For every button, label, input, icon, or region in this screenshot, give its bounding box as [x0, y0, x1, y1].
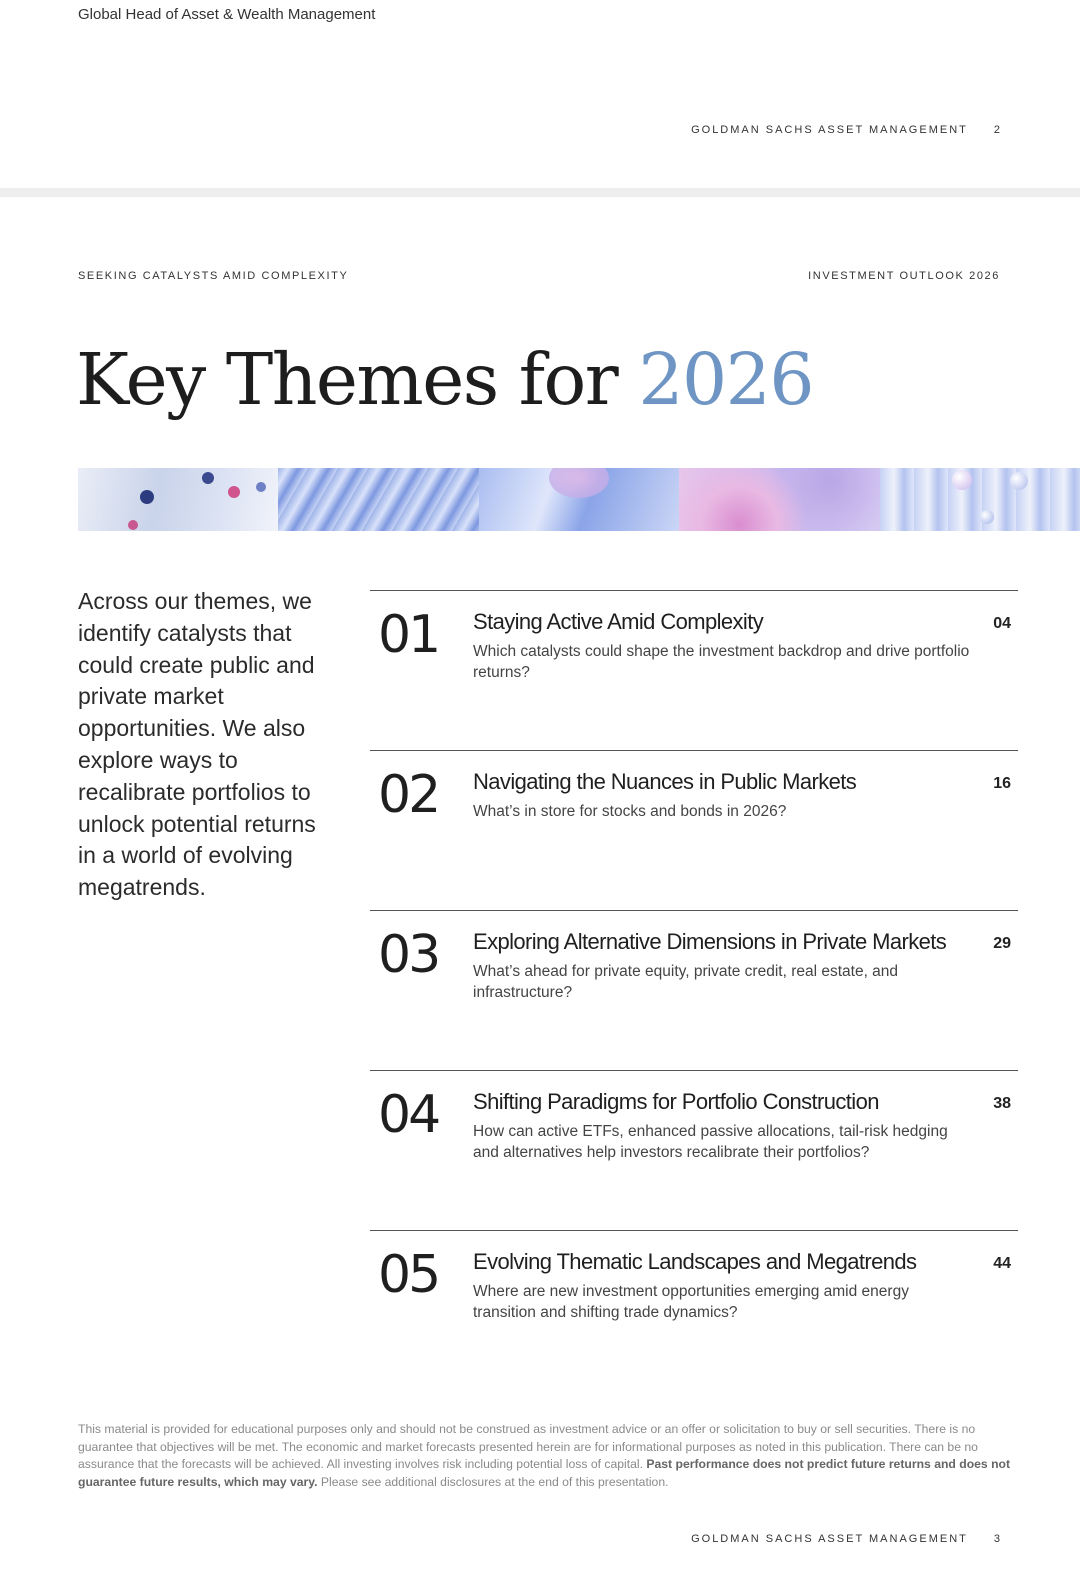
decorative-banner [78, 468, 1080, 531]
theme-page-number: 04 [993, 615, 1011, 632]
theme-title: Staying Active Amid Complexity [473, 609, 764, 634]
theme-page-number: 44 [993, 1255, 1011, 1272]
banner-sphere-icon [128, 520, 138, 530]
theme-description: What’s in store for stocks and bonds in 2026? [473, 803, 787, 820]
banner-sphere-icon [256, 482, 266, 492]
banner-sphere-icon [980, 510, 994, 524]
theme-number: 02 [378, 765, 439, 825]
banner-tile-spheres-rails [78, 468, 278, 531]
previous-page-author-title: Global Head of Asset & Wealth Management [78, 6, 376, 23]
previous-page-footer-brand: GOLDMAN SACHS ASSET MANAGEMENT [691, 124, 968, 136]
page-title-accent-year: 2026 [638, 338, 814, 421]
theme-description: Where are new investment opportunities emerging amid energy transition and shifting trade dynamics? [473, 1283, 909, 1321]
theme-description: How can active ETFs, enhanced passive allocations, tail-risk hedging and alternatives help investors recalibrate their portfolios? [473, 1123, 948, 1161]
theme-item-04[interactable] [370, 1070, 1018, 1191]
banner-tile-waves [278, 468, 478, 531]
banner-tile-glass [479, 468, 679, 531]
banner-sphere-icon [1010, 472, 1028, 490]
theme-title: Exploring Alternative Dimensions in Private Markets [473, 929, 947, 954]
banner-sphere-icon [202, 472, 214, 484]
banner-tile-columns [880, 468, 1080, 531]
theme-number: 04 [378, 1085, 439, 1145]
theme-number: 01 [378, 605, 439, 665]
banner-sphere-icon [549, 468, 609, 498]
theme-number: 05 [378, 1245, 439, 1305]
disclaimer-bold: Past performance does not predict future returns and does not guarantee future results, which may vary. [78, 1457, 1011, 1489]
theme-title: Evolving Thematic Landscapes and Megatrends [473, 1249, 917, 1274]
banner-sphere-icon [952, 470, 972, 490]
disclaimer-text: This material is provided for educational purposes only and should not be construed as investment advice or an offer or solicitation to buy or sell securities. There is no guarantee that objectives will be met. The economic and market forecasts presented herein are for informational purposes as noted in this publication. There can be no assurance that the forecasts will be achieved. All investing involves risk including potential loss of capital. [78, 1422, 978, 1472]
theme-item-05[interactable] [370, 1230, 1018, 1351]
banner-sphere-icon [140, 490, 154, 504]
page-title [76, 338, 813, 421]
banner-sphere-icon [228, 486, 240, 498]
theme-description: Which catalysts could shape the investment backdrop and drive portfolio returns? [473, 643, 970, 681]
theme-number: 03 [378, 925, 439, 985]
previous-page-number: 2 [993, 124, 1000, 136]
previous-page-footer [691, 124, 1000, 136]
intro-paragraph: Across our themes, we identify catalysts that could create public and private market opportunities. We also explore ways to recalibrate portfolios to unlock potential returns in a world of evolving megatrends. [78, 588, 316, 901]
theme-item-01[interactable] [370, 590, 1018, 711]
banner-tile-gradient-spheres [679, 468, 879, 531]
theme-page-number: 38 [993, 1095, 1011, 1112]
disclaimer-tail: Please see additional disclosures at the end of this presentation. [317, 1474, 669, 1489]
running-header-right: INVESTMENT OUTLOOK 2026 [808, 270, 1000, 282]
theme-item-03[interactable] [370, 910, 1018, 1031]
theme-page-number: 16 [993, 775, 1011, 792]
running-header-left: SEEKING CATALYSTS AMID COMPLEXITY [78, 270, 349, 282]
theme-page-number: 29 [993, 935, 1011, 952]
footer-page-number: 3 [993, 1533, 1000, 1545]
page-separator [0, 188, 1080, 197]
theme-description: What’s ahead for private equity, private credit, real estate, and infrastructure? [473, 963, 899, 1001]
disclaimer [78, 1421, 1013, 1491]
page-footer [691, 1533, 1000, 1545]
page-title-main: Key Themes for [76, 338, 639, 421]
theme-title: Shifting Paradigms for Portfolio Construction [473, 1089, 879, 1114]
theme-item-02[interactable] [370, 750, 1018, 871]
theme-title: Navigating the Nuances in Public Markets [473, 769, 857, 794]
footer-brand: GOLDMAN SACHS ASSET MANAGEMENT [691, 1533, 968, 1545]
